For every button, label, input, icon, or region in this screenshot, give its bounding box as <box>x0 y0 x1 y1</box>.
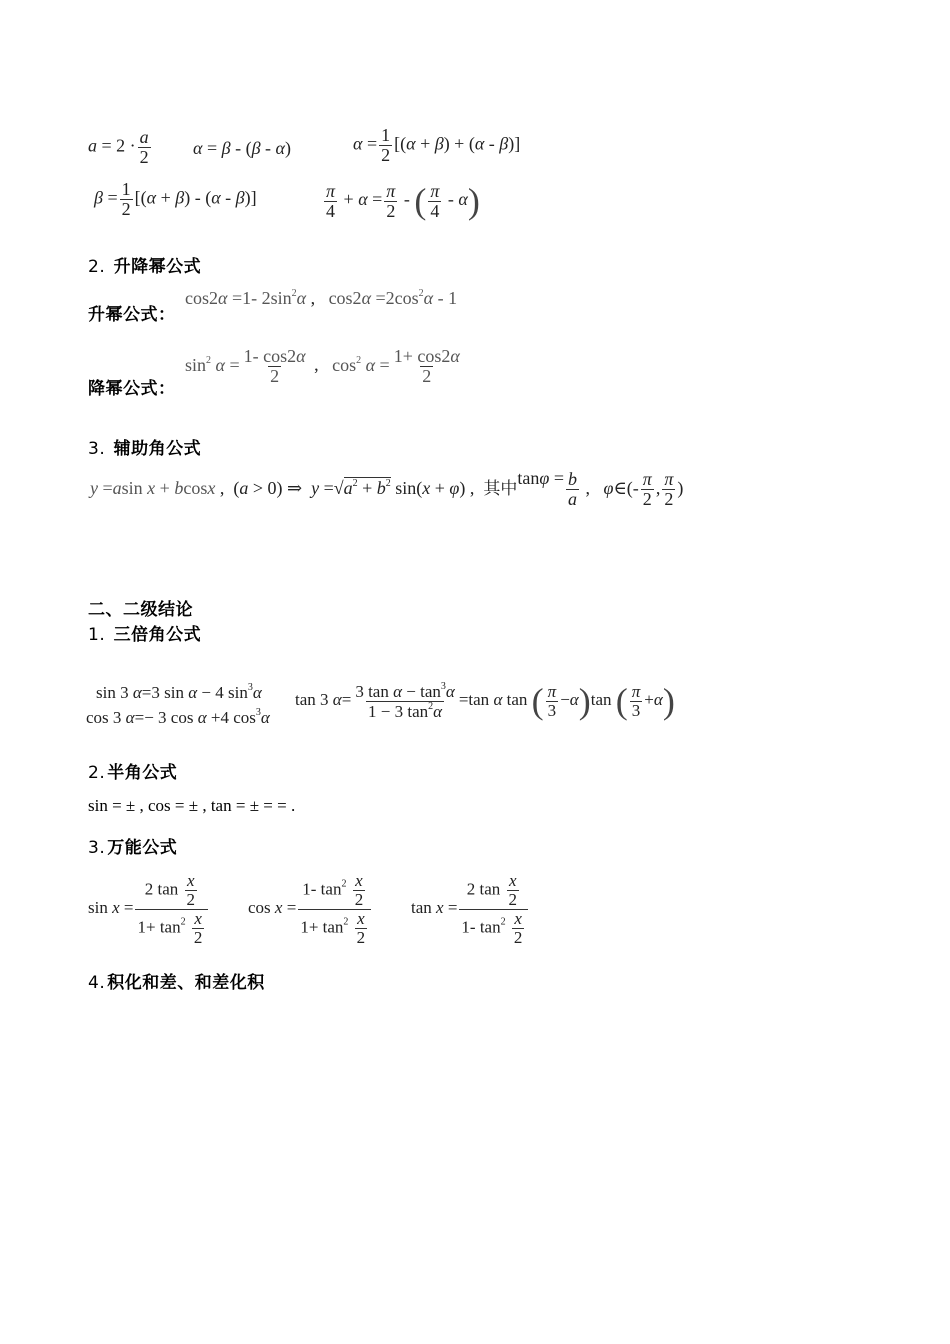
formula-universal-tan: tan x = 2 tan $\frac{x}{2}$ 1- $\tan^2$ $\frac{x}{2}$ <box>411 872 530 946</box>
formula-angle-alpha-half: α = $\frac{1}{2}$ [(α + β) + (α - β)] <box>353 125 521 165</box>
formula-universal-cos: cos x = 1- $\tan^2$ $\frac{x}{2}$ $1+ \tan^2$ $\frac{x}{2}$ <box>248 872 373 946</box>
heading-power-formulas: 2. 升降幂公式 <box>88 257 202 277</box>
label-lower-power: 降幂公式： <box>88 379 176 399</box>
label-raise-power: 升幂公式： <box>88 305 176 325</box>
half-angle-line: sin = ± , cos = ± , tan = ± = = . <box>88 796 296 815</box>
formula-lower-power: $\sin^2 \alpha$ = $\frac{1- \cos 2\alpha}{2}$ , $\cos^2 \alpha$ = $\frac{1+ \cos 2\alpha}{2}$ <box>185 346 460 386</box>
formula-universal-sin: sin x = 2 tan $\frac{x}{2}$ $1+ \tan^2$ $\frac{x}{2}$ <box>88 872 210 946</box>
formula-angle-a: a = 2 · $\frac{a}{2}$ <box>88 127 149 167</box>
formula-auxiliary-angle: y =asin x + bcosx , (a > 0) ⇒ $y =√a^2 + b^2$ sin(x + φ) , 其中tanφ = $\frac{b}{a}$ , φ∈(- $\frac{\pi}{2}$ , $\frac{\pi}{2}$ ) <box>90 468 684 510</box>
heading-half-angle: 2. 半角公式 <box>88 763 178 783</box>
heading-auxiliary-angle: 3. 辅助角公式 <box>88 439 202 459</box>
formula-angle-pi: $\frac{\pi}{4}$ + α = $\frac{\pi}{2}$ - ( $\frac{\pi}{4}$ - α) <box>326 180 480 221</box>
formula-angle-beta-half: β = $\frac{1}{2}$ [(α + β) - (α - β)] <box>94 179 257 219</box>
heading-product-sum: 4. 积化和差、和差化积 <box>88 973 265 993</box>
heading-triple-angle: 1. 三倍角公式 <box>88 625 202 645</box>
formula-triple-sin: sin 3 α=3 sin α − 4 $\sin^3\alpha$ <box>96 682 262 702</box>
formula-triple-cos: cos 3 α=− 3 cos α +4 $\cos^3\alpha$ <box>86 707 270 727</box>
formula-raise-power: cos2α =1- $2\sin^2\alpha$ , $\cos 2\alpha =2\cos^2\alpha - 1$ <box>185 288 458 308</box>
formula-triple-tan: tan 3 α= $\frac{3 \tan \alpha - \tan^3\alpha}{1 - 3 \tan^2\alpha}$ =tan α tan ( $\frac{\pi}{3}$ −α)tan ( $\frac{\pi}{3}$ +α) <box>295 680 675 721</box>
section-secondary-conclusions: 二、二级结论 <box>88 600 193 620</box>
heading-universal: 3. 万能公式 <box>88 838 178 858</box>
formula-angle-alpha-beta: α = β - (β - α) <box>193 138 291 158</box>
